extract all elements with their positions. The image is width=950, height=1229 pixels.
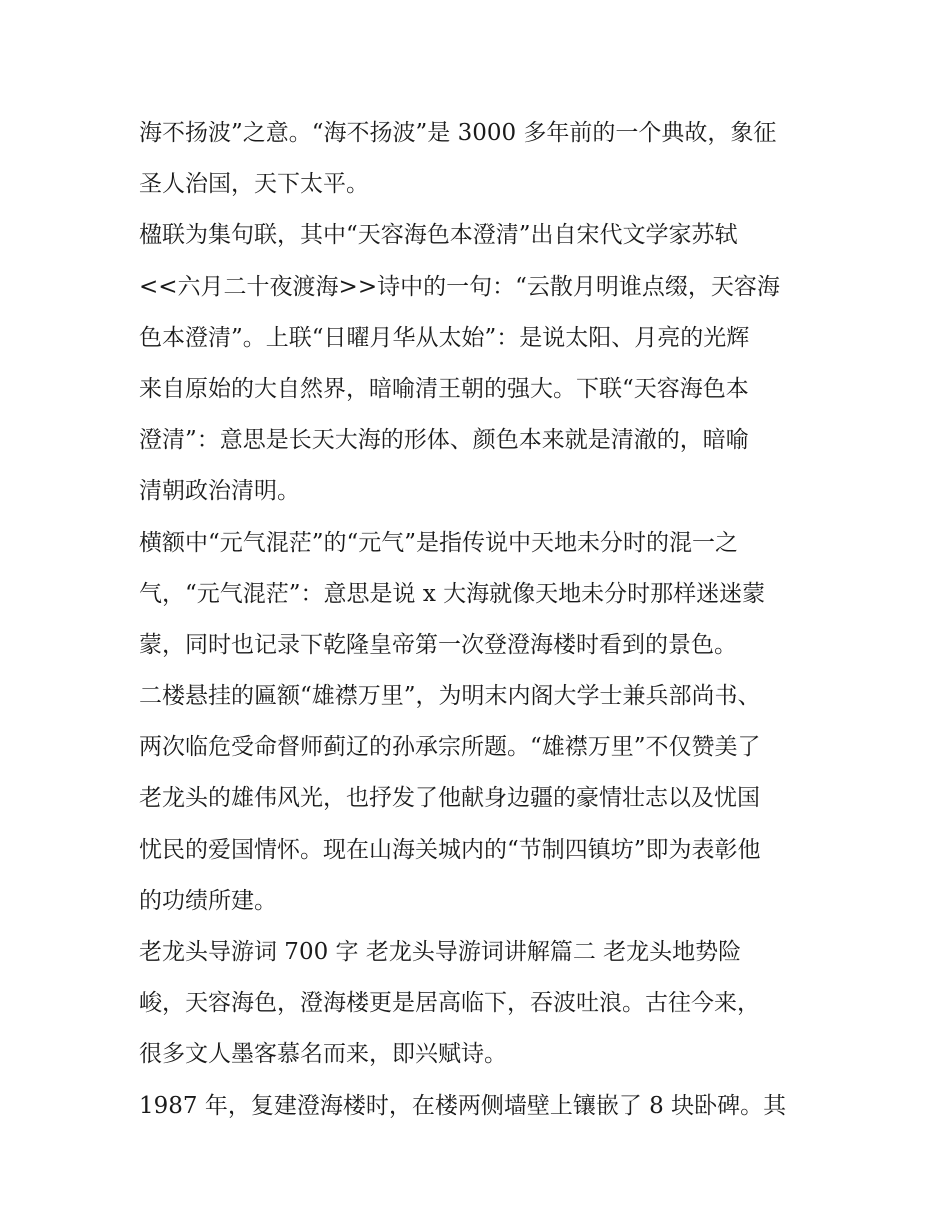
text-line: 1987 年，复建澄海楼时，在楼两侧墙壁上镶嵌了 8 块卧碑。其 — [139, 1092, 787, 1119]
text-line: 两次临危受命督师蓟辽的孙承宗所题。“雄襟万里”不仅赞美了 — [139, 734, 761, 761]
text-line: 海不扬波”之意。“海不扬波”是 3000 多年前的一个典故，象征 — [139, 120, 777, 146]
text-line: 忧民的爱国情怀。现在山海关城内的“节制四镇坊”即为表彰他 — [139, 836, 761, 863]
text-line: 老龙头的雄伟风光，也抒发了他献身边疆的豪情壮志以及忧国 — [139, 785, 760, 812]
text-line: 澄清”：意思是长天大海的形体、颜色本来就是清澈的，暗喻 — [139, 427, 749, 454]
body-text — [139, 108, 819, 1132]
text-line: 色本澄清”。上联“日曜月华从太始”：是说太阳、月亮的光辉 — [139, 324, 750, 351]
text-line: 清朝政治清明。 — [139, 478, 300, 505]
text-line: 气，“元气混茫”：意思是说 x 大海就像天地未分时那样迷迷蒙 — [139, 580, 766, 607]
text-line: 很多文人墨客慕名而来，即兴赋诗。 — [139, 1041, 507, 1068]
text-line: 二楼悬挂的匾额“雄襟万里”，为明末内阁大学士兼兵部尚书、 — [139, 683, 761, 710]
text-line: <<六月二十夜渡海>>诗中的一句：“云散月明谁点缀，天容海 — [139, 273, 780, 300]
text-line: 老龙头导游词 700 字 老龙头导游词讲解篇二 老龙头地势险 — [139, 939, 742, 965]
text-line: 的功绩所建。 — [139, 887, 277, 914]
text-line: 来自原始的大自然界，暗喻清王朝的强大。下联“天容海色本 — [139, 375, 749, 402]
text-line: 楹联为集句联，其中“天容海色本澄清”出自宋代文学家苏轼 — [139, 222, 738, 249]
text-line: 圣人治国，天下太平。 — [139, 171, 369, 198]
text-line: 峻，天容海色，澄海楼更是居高临下，吞波吐浪。古往今来， — [139, 990, 760, 1017]
text-line: 横额中“元气混茫”的“元气”是指传说中天地未分时的混一之 — [139, 529, 739, 556]
text-line: 蒙，同时也记录下乾隆皇帝第一次登澄海楼时看到的景色。 — [139, 631, 737, 658]
